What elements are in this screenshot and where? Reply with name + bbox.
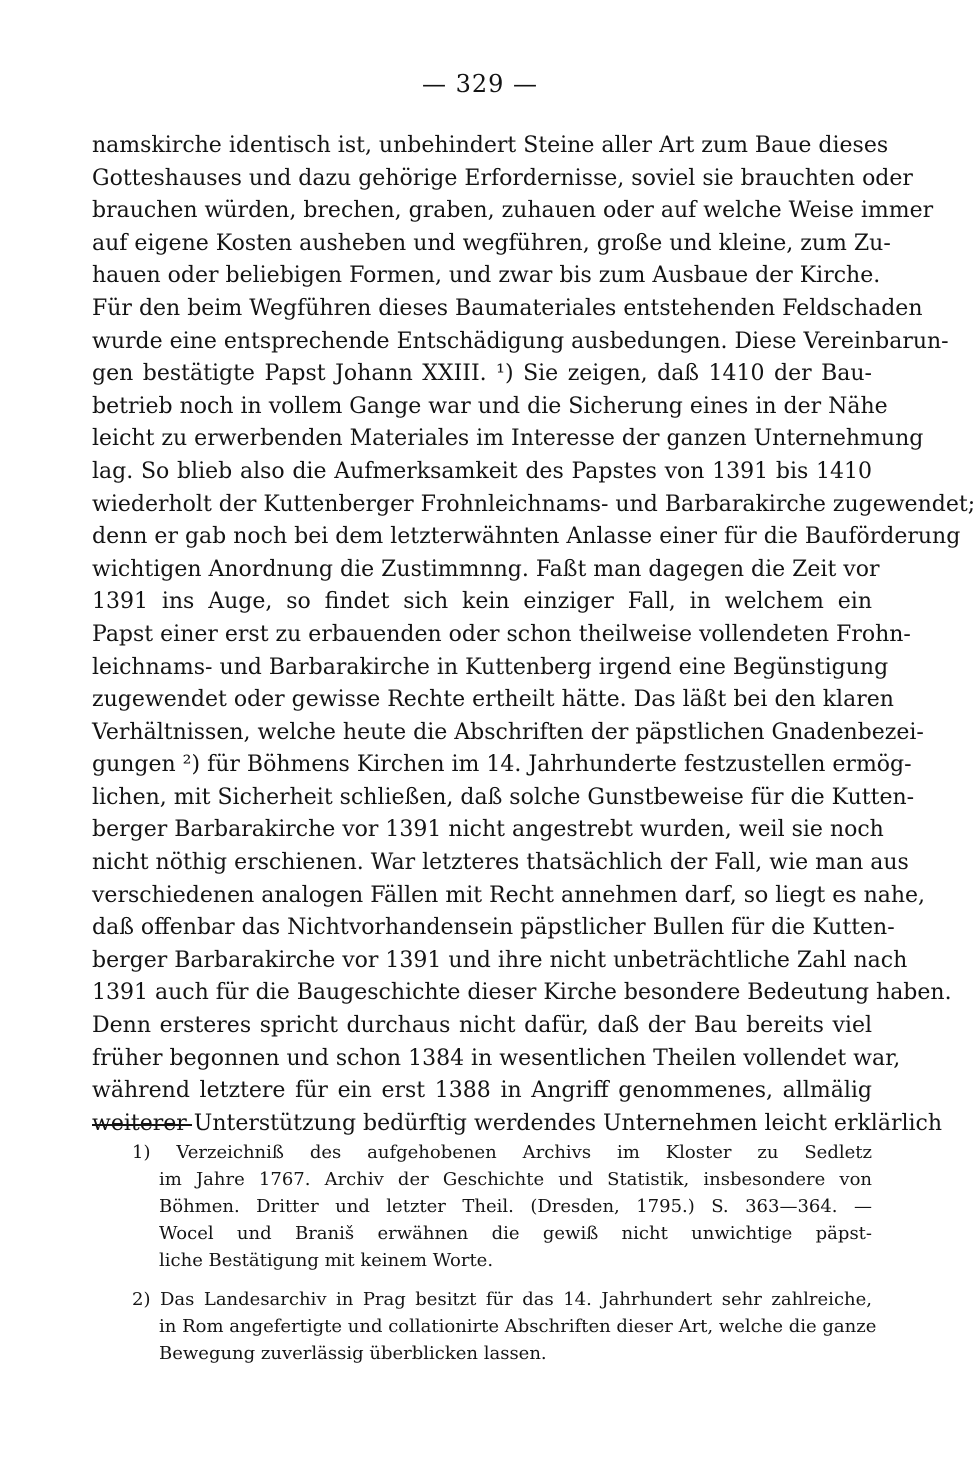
footnote-line: in Rom angefertigte und collationirte Abschriften dieser Art, welche die ganze [159, 1316, 877, 1337]
text-line: lag. So blieb also die Aufmerksamkeit des Papstes von 1391 bis 1410 [92, 458, 872, 484]
text-line: Denn ersteres spricht durchaus nicht dafür, daß der Bau bereits viel [92, 1013, 872, 1039]
text-line: leicht zu erwerbenden Materiales im Interesse der ganzen Unternehmung [92, 426, 924, 452]
footnote-divider [92, 1124, 192, 1126]
footnote-2 [92, 1286, 877, 1367]
text-line: zugewendet oder gewisse Rechte ertheilt hätte. Das läßt bei den klaren [92, 687, 894, 713]
text-line: brauchen würden, brechen, graben, zuhauen oder auf welche Weise immer [92, 198, 934, 224]
text-line: gen bestätigte Papst Johann XXIII. ¹) Sie zeigen, daß 1410 der Bau- [92, 361, 872, 387]
text-line: Verhältnissen, welche heute die Abschriften der päpstlichen Gnadenbezei- [92, 719, 924, 745]
text-line: hauen oder beliebigen Formen, und zwar bis zum Ausbaue der Kirche. [92, 263, 881, 289]
footnote-line: Wocel und Braniš erwähnen die gewiß nicht unwichtige päpst- [159, 1223, 872, 1244]
text-line: wurde eine entsprechende Entschädigung ausbedungen. Diese Vereinbarun- [92, 328, 949, 354]
footnote-line: Bewegung zuverlässig überblicken lassen. [159, 1343, 547, 1364]
text-line: früher begonnen und schon 1384 in wesentlichen Theilen vollendet war, [92, 1045, 901, 1071]
text-line: auf eigene Kosten ausheben und wegführen, große und kleine, zum Zu- [92, 230, 891, 256]
text-line: gungen ²) für Böhmens Kirchen im 14. Jahrhunderte festzustellen ermög- [92, 752, 912, 778]
text-line: namskirche identisch ist, unbehindert Steine aller Art zum Baue dieses [92, 133, 889, 158]
footnote-line: im Jahre 1767. Archiv der Geschichte und Statistik, insbesondere von [159, 1169, 872, 1190]
text-line: denn er gab noch bei dem letzterwähnten Anlasse einer für die Bauförderung [92, 524, 961, 550]
page-number: — 329 — [421, 70, 539, 98]
footnote-line: 2) Das Landesarchiv in Prag besitzt für das 14. Jahrhundert sehr zahlreiche, [132, 1289, 872, 1310]
text-line: Gotteshauses und dazu gehörige Erfordernisse, soviel sie brauchten oder [92, 165, 913, 191]
text-line: daß offenbar das Nichtvorhandensein päpstlicher Bullen für die Kutten- [92, 915, 895, 941]
text-line: während letztere für ein erst 1388 in Angriff genommenes, allmälig [92, 1078, 872, 1104]
text-line: lichen, mit Sicherheit schließen, daß solche Gunstbeweise für die Kutten- [92, 784, 915, 810]
footnote-line: Böhmen. Dritter und letzter Theil. (Dresden, 1795.) S. 363—364. — [159, 1196, 872, 1217]
footnote-1 [92, 1139, 872, 1274]
text-line: wiederholt der Kuttenberger Frohnleichnams- und Barbarakirche zugewendet; [92, 491, 975, 517]
text-line: leichnams- und Barbarakirche in Kuttenberg irgend eine Begünstigung [92, 654, 889, 680]
text-line: 1391 auch für die Baugeschichte dieser Kirche besondere Bedeutung haben. [92, 980, 952, 1006]
text-line: 1391 ins Auge, so findet sich kein einziger Fall, in welchem ein [92, 589, 872, 615]
footnote-line: liche Bestätigung mit keinem Worte. [159, 1250, 494, 1271]
text-line: Für den beim Wegführen dieses Baumateriales entstehenden Feldschaden [92, 295, 923, 321]
text-line: weiterer Unterstützung bedürftig werdendes Unternehmen leicht erklärlich [92, 1110, 943, 1136]
footnotes [92, 1139, 877, 1367]
main-text [92, 130, 975, 1140]
text-line: betrieb noch in vollem Gange war und die Sicherung eines in der Nähe [92, 393, 888, 419]
text-line: berger Barbarakirche vor 1391 und ihre nicht unbeträchtliche Zahl nach [92, 947, 908, 973]
text-line: nicht nöthig erschienen. War letzteres thatsächlich der Fall, wie man aus [92, 850, 909, 876]
footnote-line: 1) Verzeichniß des aufgehobenen Archivs im Kloster zu Sedletz [132, 1142, 872, 1163]
text-line: wichtigen Anordnung die Zustimmnng. Faßt man dagegen die Zeit vor [92, 556, 880, 582]
text-line: Papst einer erst zu erbauenden oder schon theilweise vollendeten Frohn- [92, 621, 911, 647]
text-line: verschiedenen analogen Fällen mit Recht annehmen darf, so liegt es nahe, [92, 882, 926, 908]
text-line: berger Barbarakirche vor 1391 nicht angestrebt wurden, weil sie noch [92, 817, 884, 843]
